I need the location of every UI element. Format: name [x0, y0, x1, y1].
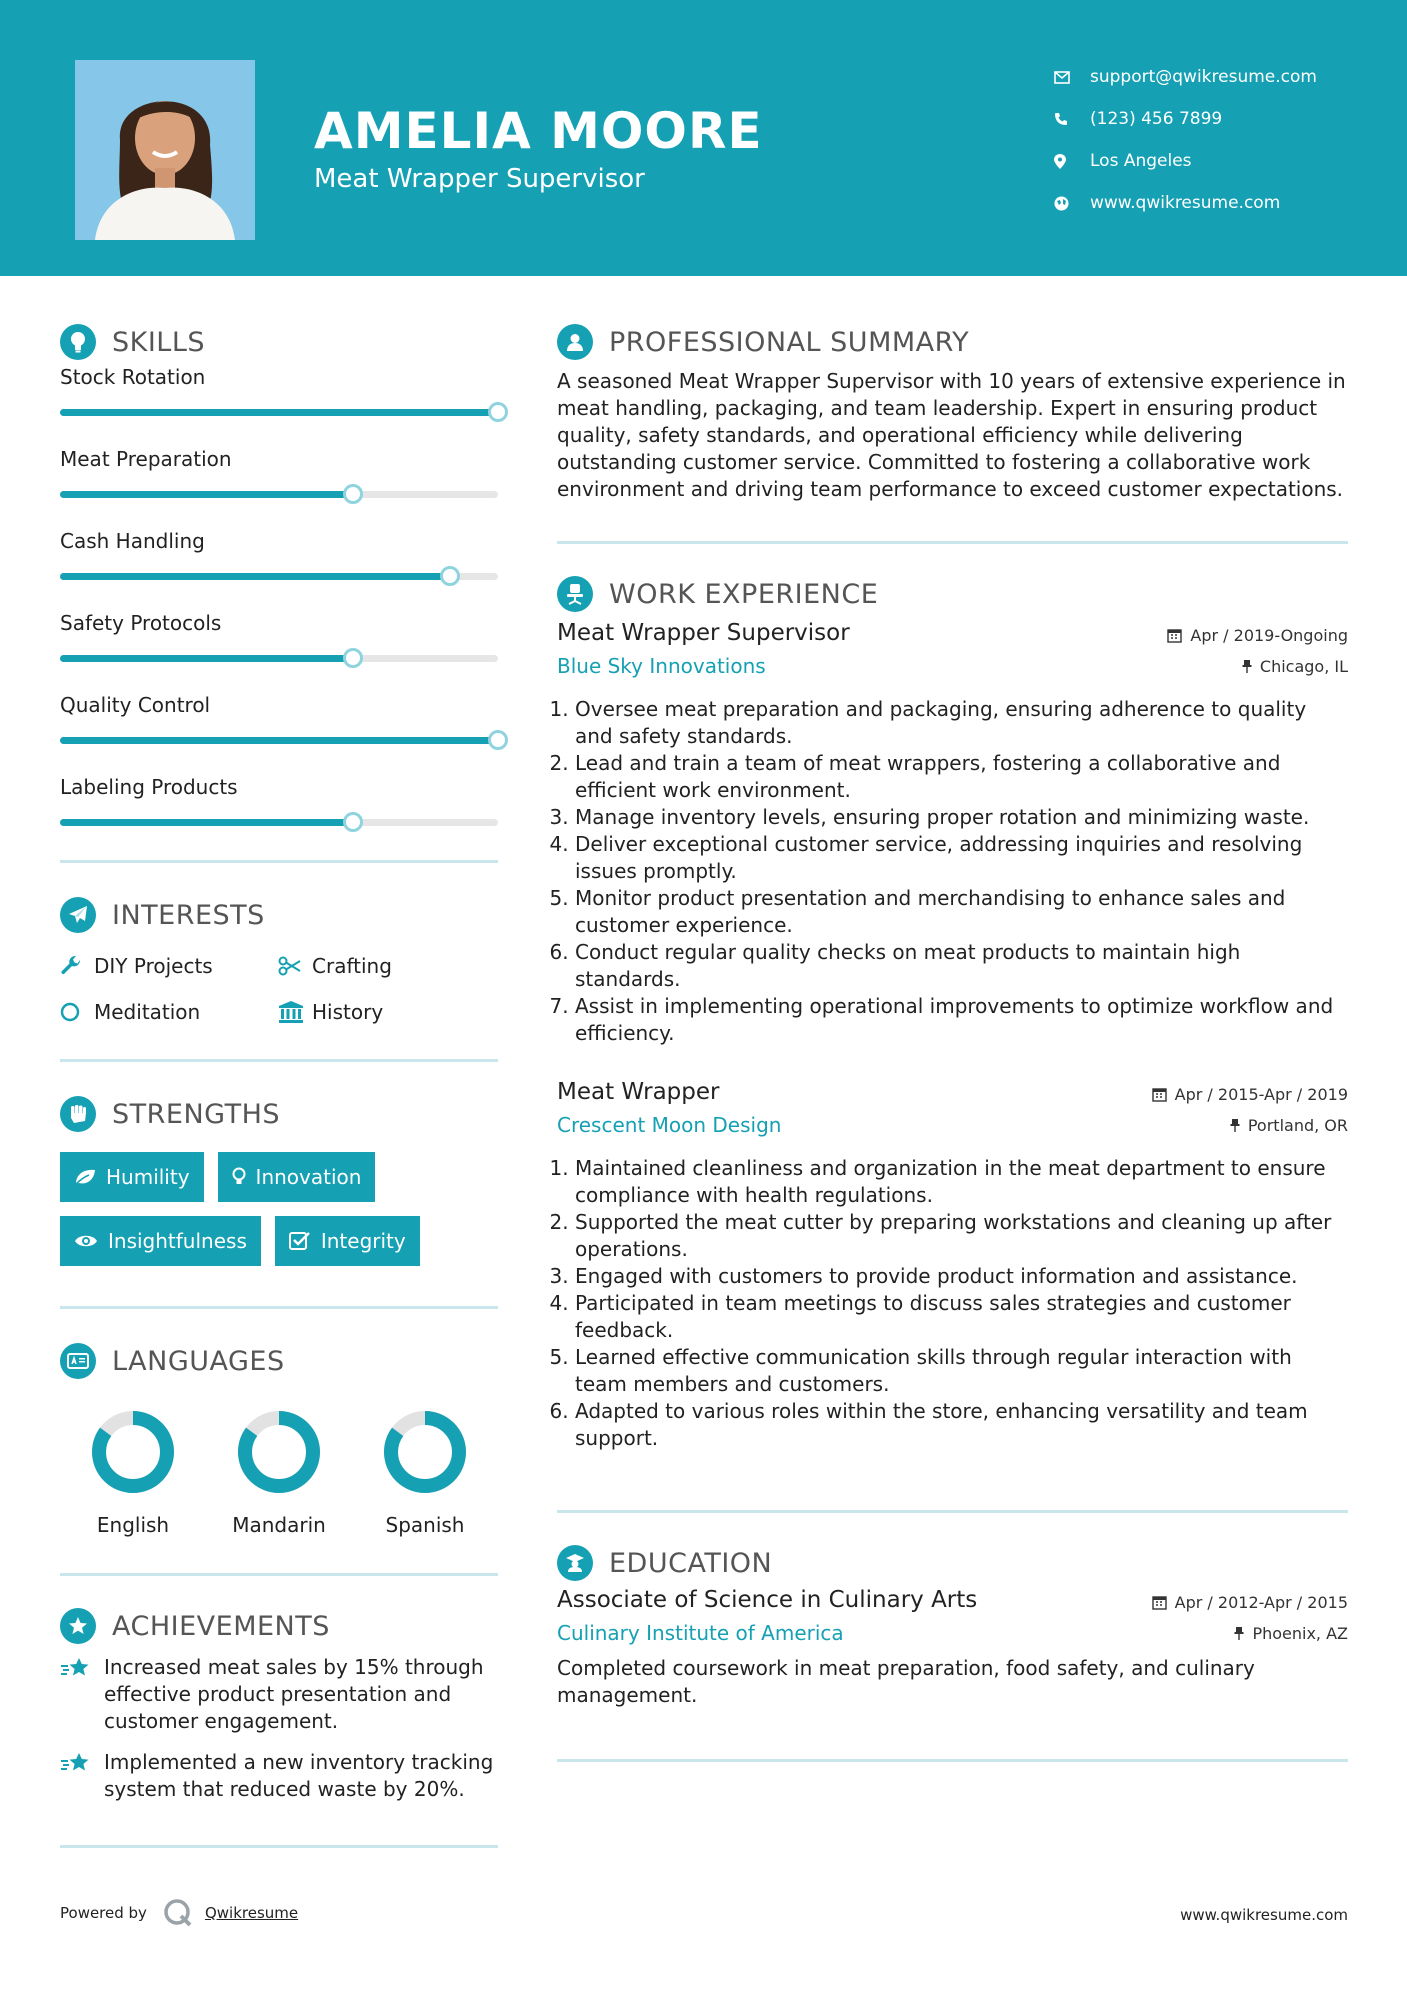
contact-phone-text: (123) 456 7899: [1090, 109, 1223, 129]
strength-tag: [60, 1152, 204, 1202]
skill-bar-knob: [488, 402, 508, 422]
language-label: Mandarin: [232, 1513, 326, 1537]
skill-bar-fill: [60, 409, 498, 416]
duty-item: 3. Manage inventory levels, ensuring proper rotation and minimizing waste.: [575, 804, 1348, 831]
pushpin-icon: [1242, 659, 1252, 674]
calendar-icon: [1152, 1595, 1167, 1610]
achievement-item: [60, 1749, 498, 1803]
company-name: Blue Sky Innovations: [557, 654, 766, 678]
job-location-text: Chicago, IL: [1259, 656, 1348, 676]
education-title: EDUCATION: [609, 1547, 773, 1579]
left-column: [60, 320, 498, 1848]
skill-bar-fill: [60, 819, 353, 826]
languages-list: [60, 1407, 498, 1537]
contact-location-text: Los Angeles: [1090, 151, 1192, 171]
education-location: [1234, 1624, 1348, 1643]
language-gauge: [234, 1407, 324, 1497]
job-date-text: Apr / 2019-Ongoing: [1190, 626, 1348, 645]
duty-item: 4. Deliver exceptional customer service, addressing inquiries and resolving issues promptly.: [575, 831, 1348, 885]
job-location-text: Portland, OR: [1247, 1115, 1348, 1135]
language-gauge: [88, 1407, 178, 1497]
education-description: Completed coursework in meat preparation, food safety, and culinary management.: [557, 1656, 1255, 1707]
school-name: Culinary Institute of America: [557, 1621, 844, 1645]
candidate-title: Meat Wrapper Supervisor: [314, 164, 645, 194]
contact-location: [1054, 140, 1394, 182]
map-pin-icon: [1054, 154, 1090, 169]
skill-item: [60, 608, 498, 684]
duty-item: 4. Participated in team meetings to discuss sales strategies and customer feedback.: [575, 1290, 1348, 1344]
calendar-icon: [1152, 1087, 1167, 1102]
summary-title: PROFESSIONAL SUMMARY: [609, 326, 970, 358]
wrench-icon: [60, 955, 94, 977]
skill-label: Meat Preparation: [60, 447, 232, 471]
job-head: [557, 620, 1348, 646]
interest-label: DIY Projects: [94, 954, 213, 978]
qwikresume-logo-icon: [163, 1898, 193, 1928]
section-divider: [557, 541, 1348, 544]
pushpin-icon: [1230, 1118, 1240, 1133]
job-sub: [557, 1113, 1348, 1137]
skill-item: [60, 690, 498, 766]
header-banner: [0, 0, 1407, 276]
section-divider: [60, 1845, 498, 1848]
skill-bar: [60, 720, 498, 766]
graduate-icon: [557, 1545, 593, 1581]
language-icon: [60, 1343, 96, 1379]
star-badge-icon: [60, 1608, 96, 1644]
job-entry: [557, 1079, 1348, 1452]
education-head: [557, 1587, 1348, 1613]
skills-title: SKILLS: [112, 326, 206, 358]
powered-by-label: Powered by: [60, 1904, 147, 1922]
strength-tag: [275, 1216, 420, 1266]
achievement-text: Increased meat sales by 15% through effective product presentation and customer engagement.: [104, 1655, 484, 1733]
duty-item: 3. Engaged with customers to provide product information and assistance.: [575, 1263, 1348, 1290]
job-location: [1230, 1116, 1348, 1135]
duty-item: 5. Monitor product presentation and merchandising to enhance sales and customer experience.: [575, 885, 1348, 939]
circle-icon: [60, 1001, 94, 1023]
interest-label: Meditation: [94, 1000, 201, 1024]
right-column: [557, 320, 1348, 1762]
skill-bar-fill: [60, 573, 450, 580]
eye-icon: [74, 1233, 98, 1249]
skill-item: [60, 444, 498, 520]
achievement-text: Implemented a new inventory tracking system that reduced waste by 20%.: [104, 1750, 494, 1801]
footer-website[interactable]: www.qwikresume.com: [1180, 1906, 1348, 1924]
summary-text: A seasoned Meat Wrapper Supervisor with 10 years of extensive experience in meat handling, packaging, and team leadership. Expert in ensuring product quality, safety standards, and operational efficiency while delivering outstanding customer service. Committed to fostering a collaborative work environment and driving team performance to exceed customer expectations.: [557, 369, 1346, 501]
skill-item: [60, 526, 498, 602]
strength-tag: [60, 1216, 261, 1266]
company-name: Crescent Moon Design: [557, 1113, 782, 1137]
section-divider: [557, 1759, 1348, 1762]
duty-item: 6. Adapted to various roles within the store, enhancing versatility and team support.: [575, 1398, 1348, 1452]
strength-tag: [218, 1152, 376, 1202]
contact-list: [1054, 56, 1394, 224]
job-title: Meat Wrapper Supervisor: [557, 620, 850, 646]
skill-label: Stock Rotation: [60, 365, 206, 389]
skills-header: [60, 320, 498, 364]
skill-bar-knob: [488, 730, 508, 750]
interests-header: [60, 893, 498, 937]
job-head: [557, 1079, 1348, 1105]
duty-item: 1. Oversee meat preparation and packaging, ensuring adherence to quality and safety standards.: [575, 696, 1348, 750]
jobs-list: [557, 620, 1348, 1452]
skill-bar-fill: [60, 737, 498, 744]
skill-item: [60, 772, 498, 848]
education-date: [1152, 1593, 1348, 1612]
duty-item: 6. Conduct regular quality checks on meat products to maintain high standards.: [575, 939, 1348, 993]
language-item: [352, 1407, 498, 1537]
interests-grid: [60, 951, 498, 1027]
job-date: [1167, 626, 1348, 645]
lightbulb-icon: [232, 1167, 246, 1187]
job-entry: [557, 620, 1348, 1047]
section-divider: [60, 1573, 498, 1576]
interest-item: [278, 951, 498, 981]
duty-item: 2. Supported the meat cutter by preparing workstations and cleaning up after operations.: [575, 1209, 1348, 1263]
brand-link[interactable]: Qwikresume: [204, 1904, 299, 1922]
contact-email[interactable]: [1054, 56, 1394, 98]
interest-label: History: [312, 1000, 384, 1024]
language-item: [60, 1407, 206, 1537]
leaf-icon: [74, 1168, 96, 1186]
interests-title: INTERESTS: [112, 899, 265, 931]
interest-item: [60, 997, 278, 1027]
languages-header: [60, 1339, 498, 1383]
skill-bar-knob: [343, 484, 363, 504]
phone-icon: [1054, 112, 1090, 126]
skill-label: Quality Control: [60, 693, 211, 717]
achievements-title: ACHIEVEMENTS: [112, 1610, 330, 1642]
skill-bar-knob: [343, 648, 363, 668]
lightbulb-icon: [60, 324, 96, 360]
summary-header: [557, 320, 1348, 364]
user-icon: [557, 324, 593, 360]
skill-bar: [60, 392, 498, 438]
museum-icon: [278, 1001, 312, 1023]
skill-item: [60, 362, 498, 438]
fist-icon: [60, 1096, 96, 1132]
shooting-star-icon: [60, 1654, 104, 1735]
skill-bar-knob: [440, 566, 460, 586]
experience-title: WORK EXPERIENCE: [609, 578, 879, 610]
scissors-icon: [278, 956, 312, 976]
strengths-tags: [60, 1152, 498, 1266]
skill-bar-fill: [60, 491, 353, 498]
education-location-text: Phoenix, AZ: [1252, 1623, 1348, 1643]
checkbox-icon: [289, 1231, 311, 1251]
duty-item: 7. Assist in implementing operational improvements to optimize workflow and efficiency.: [575, 993, 1348, 1047]
duty-item: 2. Lead and train a team of meat wrappers, fostering a collaborative and efficient work environment.: [575, 750, 1348, 804]
job-duties: [557, 1155, 1348, 1452]
shooting-star-icon: [60, 1749, 104, 1803]
contact-website-text: www.qwikresume.com: [1090, 193, 1281, 213]
job-date: [1152, 1085, 1348, 1104]
section-divider: [60, 1059, 498, 1062]
skill-bar: [60, 638, 498, 684]
language-label: Spanish: [385, 1513, 465, 1537]
footer-powered-by: [60, 1898, 298, 1928]
profile-photo: [75, 60, 255, 240]
strength-label: Innovation: [255, 1165, 362, 1189]
envelope-icon: [1054, 71, 1090, 84]
skill-bar-knob: [343, 812, 363, 832]
interest-item: [60, 951, 278, 981]
globe-icon: [1054, 196, 1090, 211]
section-divider: [60, 1306, 498, 1309]
language-label: English: [96, 1513, 170, 1537]
job-sub: [557, 654, 1348, 678]
strengths-title: STRENGTHS: [112, 1098, 281, 1130]
office-chair-icon: [557, 576, 593, 612]
calendar-icon: [1167, 628, 1182, 643]
skill-label: Cash Handling: [60, 529, 205, 553]
candidate-name: AMELIA MOORE: [314, 102, 763, 160]
contact-phone[interactable]: [1054, 98, 1394, 140]
skill-bar: [60, 556, 498, 602]
job-title: Meat Wrapper: [557, 1079, 720, 1105]
achievement-item: [60, 1654, 498, 1735]
achievements-header: [60, 1604, 498, 1648]
interest-item: [278, 997, 498, 1027]
strength-label: Integrity: [320, 1229, 406, 1253]
skill-label: Safety Protocols: [60, 611, 222, 635]
job-duties: [557, 696, 1348, 1047]
skill-label: Labeling Products: [60, 775, 238, 799]
duty-item: 5. Learned effective communication skills through regular interaction with team members and customers.: [575, 1344, 1348, 1398]
language-item: [206, 1407, 352, 1537]
section-divider: [557, 1510, 1348, 1513]
education-date-text: Apr / 2012-Apr / 2015: [1174, 1593, 1348, 1612]
experience-header: [557, 572, 1348, 616]
job-date-text: Apr / 2015-Apr / 2019: [1174, 1085, 1348, 1104]
degree-title: Associate of Science in Culinary Arts: [557, 1587, 978, 1613]
paper-plane-icon: [60, 897, 96, 933]
strength-label: Humility: [106, 1165, 190, 1189]
skill-bar-fill: [60, 655, 353, 662]
interest-label: Crafting: [312, 954, 392, 978]
contact-website[interactable]: [1054, 182, 1394, 224]
skills-list: [60, 362, 498, 848]
contact-email-text: support@qwikresume.com: [1090, 67, 1317, 87]
education-sub: [557, 1621, 1348, 1645]
duty-item: 1. Maintained cleanliness and organization in the meat department to ensure compliance with health regulations.: [575, 1155, 1348, 1209]
job-location: [1242, 657, 1348, 676]
strengths-header: [60, 1092, 498, 1136]
skill-bar: [60, 802, 498, 848]
pushpin-icon: [1234, 1626, 1244, 1641]
strength-label: Insightfulness: [108, 1229, 247, 1253]
language-gauge: [380, 1407, 470, 1497]
languages-title: LANGUAGES: [112, 1345, 285, 1377]
section-divider: [60, 860, 498, 863]
skill-bar: [60, 474, 498, 520]
education-header: [557, 1541, 1348, 1585]
